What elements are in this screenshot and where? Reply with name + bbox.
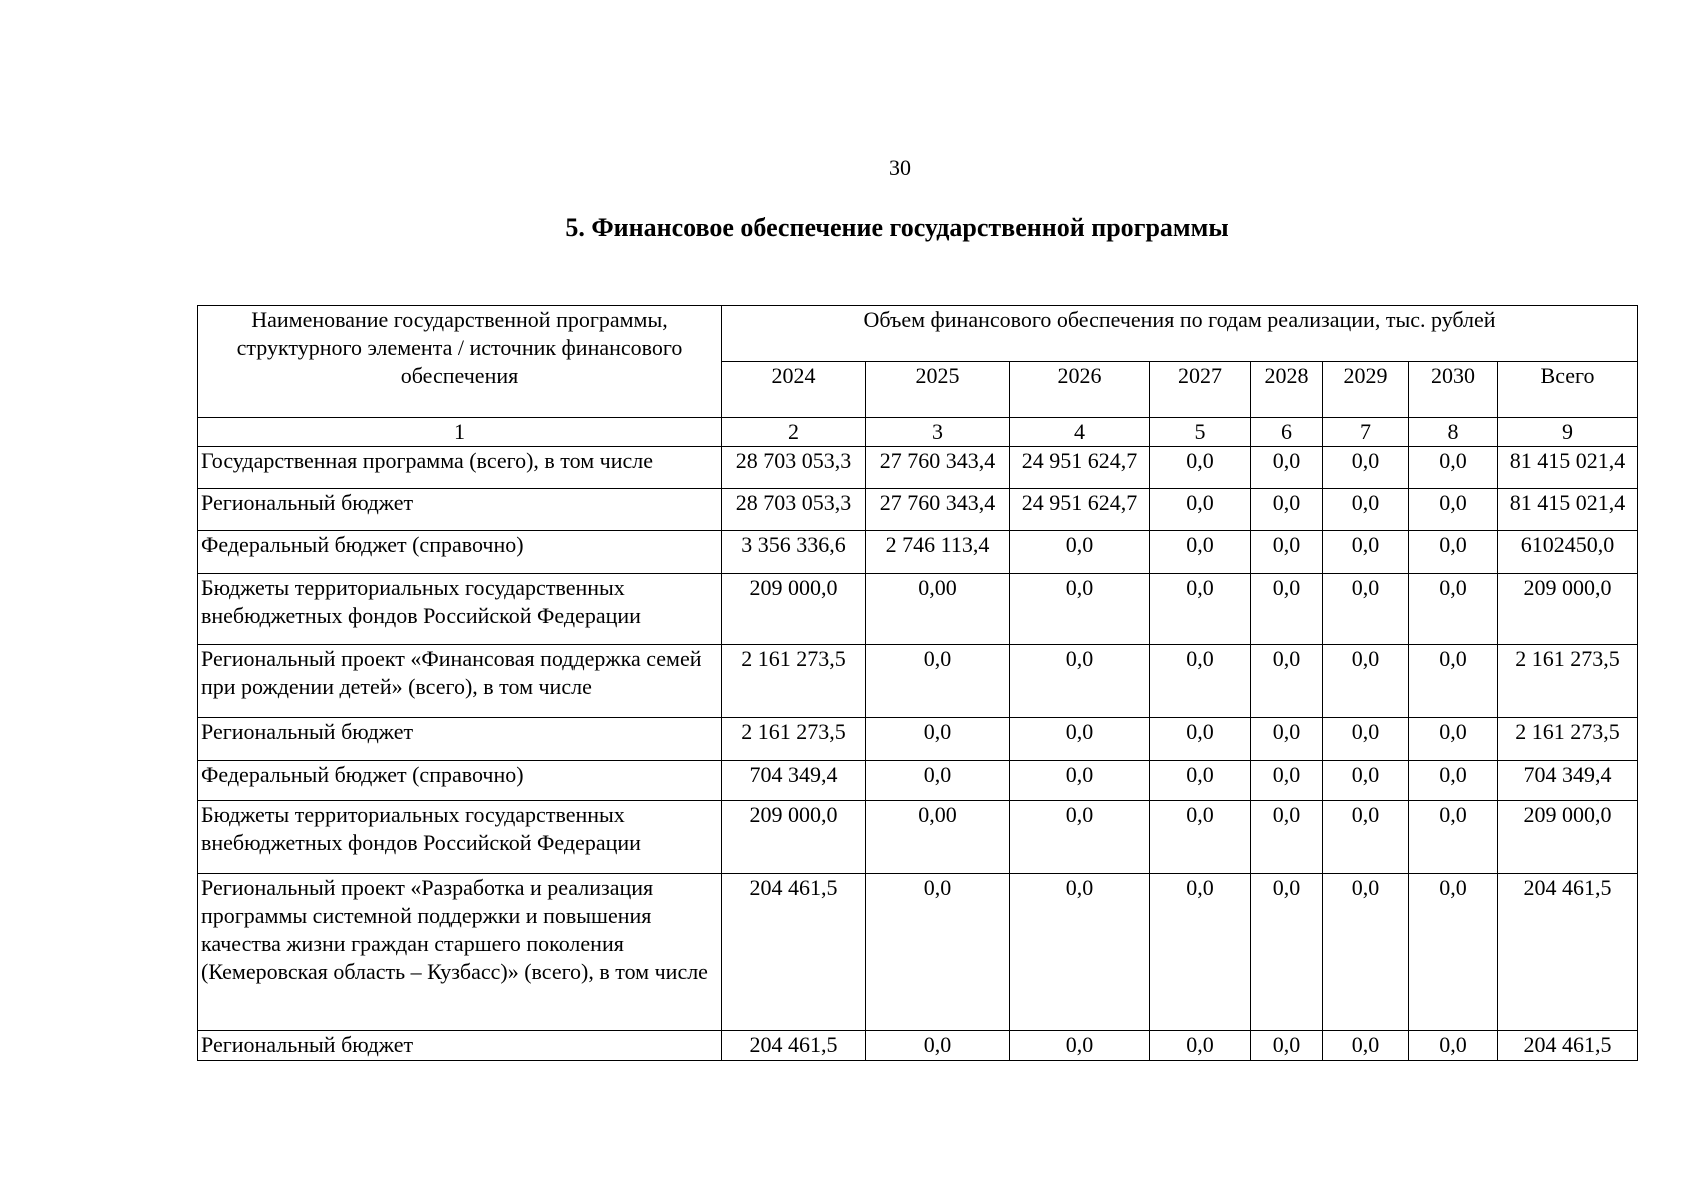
value-cell: 0,0 xyxy=(1409,447,1498,489)
column-number: 3 xyxy=(866,418,1010,447)
row-name: Региональный бюджет xyxy=(198,718,722,761)
page-number: 30 xyxy=(889,155,911,180)
value-cell: 204 461,5 xyxy=(722,1031,866,1061)
table-row xyxy=(198,761,1638,801)
value-cell: 0,0 xyxy=(1323,447,1409,489)
value-cell: 204 461,5 xyxy=(722,874,866,1031)
value-cell: 0,0 xyxy=(1323,874,1409,1031)
value-cell: 0,0 xyxy=(1150,645,1251,718)
total-cell: 2 161 273,5 xyxy=(1498,645,1638,718)
value-cell: 0,0 xyxy=(866,718,1010,761)
value-cell: 2 161 273,5 xyxy=(722,645,866,718)
value-cell: 0,0 xyxy=(1409,489,1498,531)
table-row xyxy=(198,574,1638,645)
total-cell: 81 415 021,4 xyxy=(1498,447,1638,489)
value-cell: 0,0 xyxy=(1409,761,1498,801)
total-cell: 704 349,4 xyxy=(1498,761,1638,801)
header-row-top xyxy=(198,306,1638,362)
value-cell: 0,0 xyxy=(1251,645,1323,718)
value-cell: 0,00 xyxy=(866,801,1010,874)
value-cell: 0,0 xyxy=(1251,801,1323,874)
row-name: Региональный бюджет xyxy=(198,1031,722,1061)
value-cell: 0,0 xyxy=(1150,489,1251,531)
row-name: Бюджеты территориальных государственных внебюджетных фондов Российской Федерации xyxy=(198,574,722,645)
column-number: 2 xyxy=(722,418,866,447)
value-cell: 0,0 xyxy=(866,761,1010,801)
year-header-2029: 2029 xyxy=(1323,362,1409,418)
year-header-total: Всего xyxy=(1498,362,1638,418)
value-cell: 0,0 xyxy=(1010,718,1150,761)
value-cell: 28 703 053,3 xyxy=(722,489,866,531)
total-cell: 81 415 021,4 xyxy=(1498,489,1638,531)
value-cell: 0,0 xyxy=(1323,489,1409,531)
column-number: 6 xyxy=(1251,418,1323,447)
value-cell: 2 746 113,4 xyxy=(866,531,1010,574)
value-cell: 0,0 xyxy=(1323,574,1409,645)
table-row xyxy=(198,874,1638,1031)
value-cell: 0,0 xyxy=(1251,874,1323,1031)
row-name: Государственная программа (всего), в том числе xyxy=(198,447,722,489)
value-cell: 704 349,4 xyxy=(722,761,866,801)
value-cell: 209 000,0 xyxy=(722,801,866,874)
year-header-2028: 2028 xyxy=(1251,362,1323,418)
value-cell: 0,0 xyxy=(1409,801,1498,874)
value-cell: 0,0 xyxy=(1251,531,1323,574)
table-row xyxy=(198,801,1638,874)
column-number: 5 xyxy=(1150,418,1251,447)
value-cell: 0,0 xyxy=(1409,574,1498,645)
value-cell: 0,0 xyxy=(1010,574,1150,645)
total-cell: 209 000,0 xyxy=(1498,574,1638,645)
value-cell: 0,0 xyxy=(1150,874,1251,1031)
value-cell: 0,0 xyxy=(1010,645,1150,718)
value-cell: 0,0 xyxy=(1251,447,1323,489)
year-header-2027: 2027 xyxy=(1150,362,1251,418)
column-number-row xyxy=(198,418,1638,447)
total-cell: 204 461,5 xyxy=(1498,874,1638,1031)
value-cell: 0,0 xyxy=(866,645,1010,718)
year-header-2024: 2024 xyxy=(722,362,866,418)
row-name: Региональный бюджет xyxy=(198,489,722,531)
value-cell: 0,0 xyxy=(1150,447,1251,489)
value-cell: 0,0 xyxy=(1251,718,1323,761)
value-cell: 0,0 xyxy=(1150,718,1251,761)
column-number: 4 xyxy=(1010,418,1150,447)
value-cell: 24 951 624,7 xyxy=(1010,489,1150,531)
row-name: Бюджеты территориальных государственных внебюджетных фондов Российской Федерации xyxy=(198,801,722,874)
year-header-2026: 2026 xyxy=(1010,362,1150,418)
year-header-2025: 2025 xyxy=(866,362,1010,418)
value-cell: 0,0 xyxy=(1251,761,1323,801)
table-row xyxy=(198,489,1638,531)
value-cell: 0,0 xyxy=(1010,761,1150,801)
value-cell: 0,0 xyxy=(1409,645,1498,718)
table-row xyxy=(198,718,1638,761)
row-name: Федеральный бюджет (справочно) xyxy=(198,531,722,574)
column-number: 8 xyxy=(1409,418,1498,447)
value-cell: 3 356 336,6 xyxy=(722,531,866,574)
total-cell: 2 161 273,5 xyxy=(1498,718,1638,761)
total-cell: 209 000,0 xyxy=(1498,801,1638,874)
table-row xyxy=(198,1031,1638,1061)
value-cell: 0,0 xyxy=(1010,874,1150,1031)
value-cell: 0,0 xyxy=(866,1031,1010,1061)
value-cell: 27 760 343,4 xyxy=(866,489,1010,531)
value-cell: 0,0 xyxy=(1409,874,1498,1031)
value-cell: 0,0 xyxy=(1251,1031,1323,1061)
value-cell: 0,0 xyxy=(1150,761,1251,801)
table-row xyxy=(198,447,1638,489)
financing-table-container xyxy=(197,305,1638,1061)
value-cell: 0,0 xyxy=(1010,801,1150,874)
value-cell: 0,0 xyxy=(1150,1031,1251,1061)
year-header-2030: 2030 xyxy=(1409,362,1498,418)
total-cell: 204 461,5 xyxy=(1498,1031,1638,1061)
value-cell: 0,0 xyxy=(866,874,1010,1031)
table-row xyxy=(198,645,1638,718)
header-volume-cell: Объем финансового обеспечения по годам реализации, тыс. рублей xyxy=(722,306,1638,362)
value-cell: 0,00 xyxy=(866,574,1010,645)
value-cell: 0,0 xyxy=(1409,718,1498,761)
value-cell: 0,0 xyxy=(1323,761,1409,801)
value-cell: 0,0 xyxy=(1010,1031,1150,1061)
value-cell: 0,0 xyxy=(1251,489,1323,531)
value-cell: 0,0 xyxy=(1409,531,1498,574)
value-cell: 0,0 xyxy=(1323,645,1409,718)
value-cell: 28 703 053,3 xyxy=(722,447,866,489)
value-cell: 0,0 xyxy=(1323,531,1409,574)
section-title: 5. Финансовое обеспечение государственной программы xyxy=(565,213,1229,242)
value-cell: 24 951 624,7 xyxy=(1010,447,1150,489)
value-cell: 0,0 xyxy=(1323,718,1409,761)
column-number: 7 xyxy=(1323,418,1409,447)
row-name: Региональный проект «Разработка и реализация программы системной поддержки и повышения качества жизни граждан старшего поколения (Кемеровская область – Кузбасс)» (всего), в том числе xyxy=(198,874,722,1031)
value-cell: 209 000,0 xyxy=(722,574,866,645)
value-cell: 0,0 xyxy=(1150,531,1251,574)
value-cell: 27 760 343,4 xyxy=(866,447,1010,489)
value-cell: 0,0 xyxy=(1150,801,1251,874)
value-cell: 0,0 xyxy=(1323,1031,1409,1061)
value-cell: 0,0 xyxy=(1010,531,1150,574)
financing-table xyxy=(197,305,1638,1061)
row-name: Федеральный бюджет (справочно) xyxy=(198,761,722,801)
table-row xyxy=(198,531,1638,574)
value-cell: 0,0 xyxy=(1251,574,1323,645)
column-number: 9 xyxy=(1498,418,1638,447)
value-cell: 0,0 xyxy=(1323,801,1409,874)
value-cell: 0,0 xyxy=(1409,1031,1498,1061)
header-name-cell: Наименование государственной программы, структурного элемента / источник финансового обеспечения xyxy=(198,306,722,418)
column-number: 1 xyxy=(198,418,722,447)
total-cell: 6102450,0 xyxy=(1498,531,1638,574)
value-cell: 2 161 273,5 xyxy=(722,718,866,761)
value-cell: 0,0 xyxy=(1150,574,1251,645)
row-name: Региональный проект «Финансовая поддержка семей при рождении детей» (всего), в том числе xyxy=(198,645,722,718)
